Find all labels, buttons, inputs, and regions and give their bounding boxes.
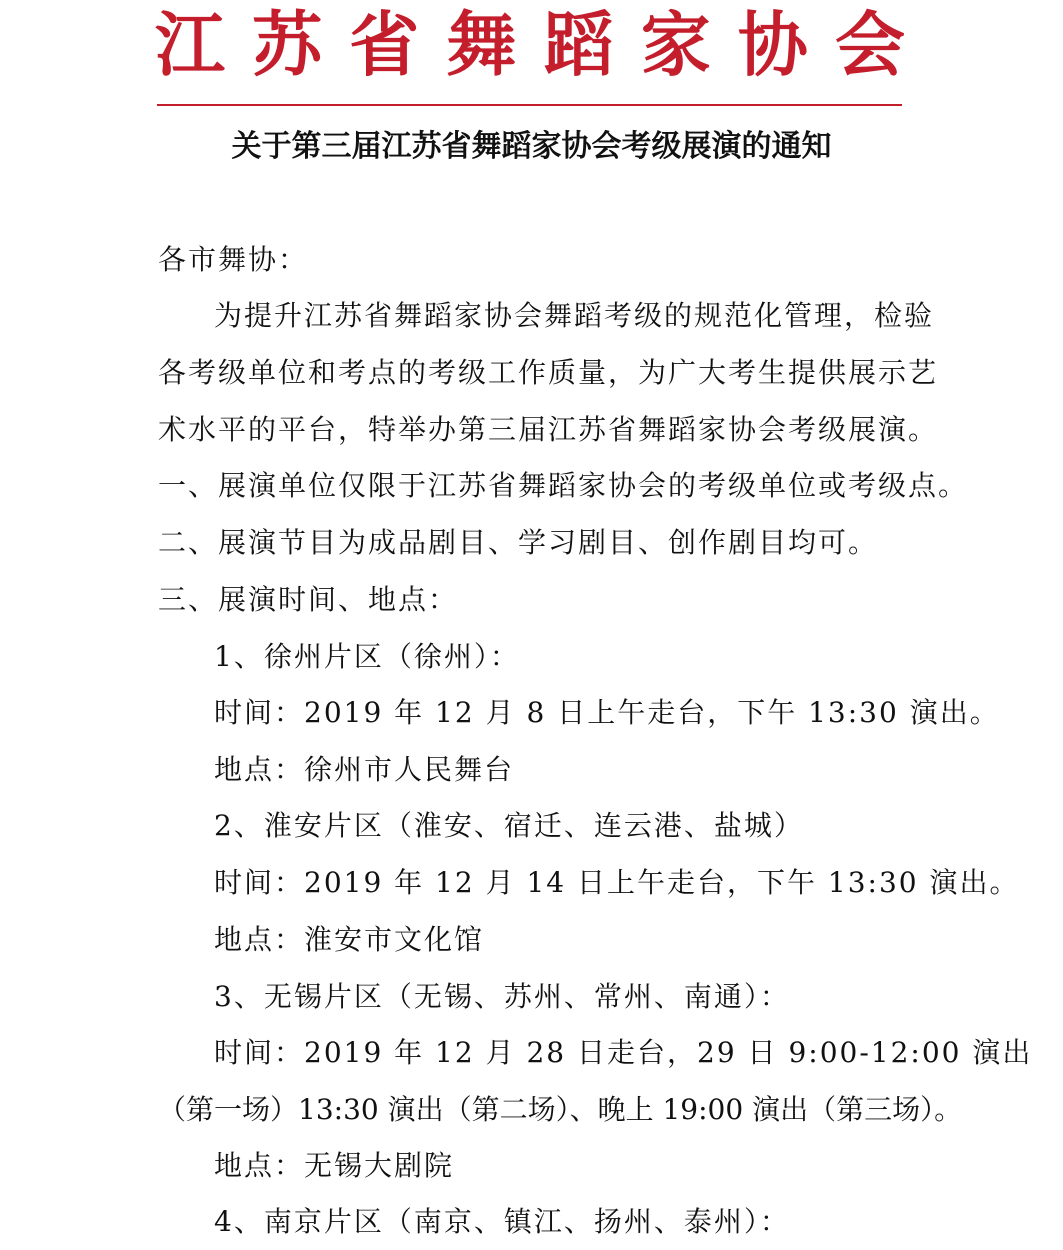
region-heading: 1、徐州片区（徐州）： xyxy=(214,640,520,673)
region-venue: 地点：淮安市文化馆 xyxy=(214,923,485,956)
masthead-char: 苏 xyxy=(252,3,323,86)
masthead-char: 家 xyxy=(640,3,711,86)
paragraph-line: 为提升江苏省舞蹈家协会舞蹈考级的规范化管理，检验 xyxy=(214,299,935,332)
region-time: 时间：2019 年 12 月 28 日走台，29 日 9:00-12:00 演出 xyxy=(214,1036,1033,1069)
clause-two: 二、展演节目为成品剧目、学习剧目、创作剧目均可。 xyxy=(158,526,879,559)
region-time: 时间：2019 年 12 月 8 日上午走台，下午 13:30 演出。 xyxy=(214,696,1000,729)
clause-three-heading: 三、展演时间、地点： xyxy=(158,583,459,616)
region-venue: 地点：无锡大剧院 xyxy=(214,1149,455,1182)
paragraph-line: 术水平的平台，特举办第三届江苏省舞蹈家协会考级展演。 xyxy=(158,413,939,446)
region-time: 时间：2019 年 12 月 14 日上午走台，下午 13:30 演出。 xyxy=(214,866,1020,899)
masthead-char: 江 xyxy=(155,3,225,86)
masthead-char: 省 xyxy=(349,3,420,86)
masthead-char: 蹈 xyxy=(543,3,614,86)
masthead-divider xyxy=(157,104,902,106)
masthead-char: 协 xyxy=(737,3,808,86)
salutation: 各市舞协： xyxy=(158,243,309,276)
paragraph-line: 各考级单位和考点的考级工作质量，为广大考生提供展示艺 xyxy=(158,356,939,389)
region-heading: 3、无锡片区（无锡、苏州、常州、南通）： xyxy=(214,980,790,1013)
region-heading: 2、淮安片区（淮安、宿迁、连云港、盐城） xyxy=(214,809,804,842)
region-heading: 4、南京片区（南京、镇江、扬州、泰州）： xyxy=(214,1205,790,1238)
association-masthead xyxy=(155,4,905,86)
masthead-char: 会 xyxy=(834,3,905,86)
region-time-continued: （第一场）13:30 演出（第二场）、晚上 19:00 演出（第三场）。 xyxy=(158,1093,963,1126)
clause-one: 一、展演单位仅限于江苏省舞蹈家协会的考级单位或考级点。 xyxy=(158,469,969,502)
region-venue: 地点：徐州市人民舞台 xyxy=(214,753,515,786)
masthead-char: 舞 xyxy=(446,3,517,86)
document-title: 关于第三届江苏省舞蹈家协会考级展演的通知 xyxy=(231,129,832,164)
